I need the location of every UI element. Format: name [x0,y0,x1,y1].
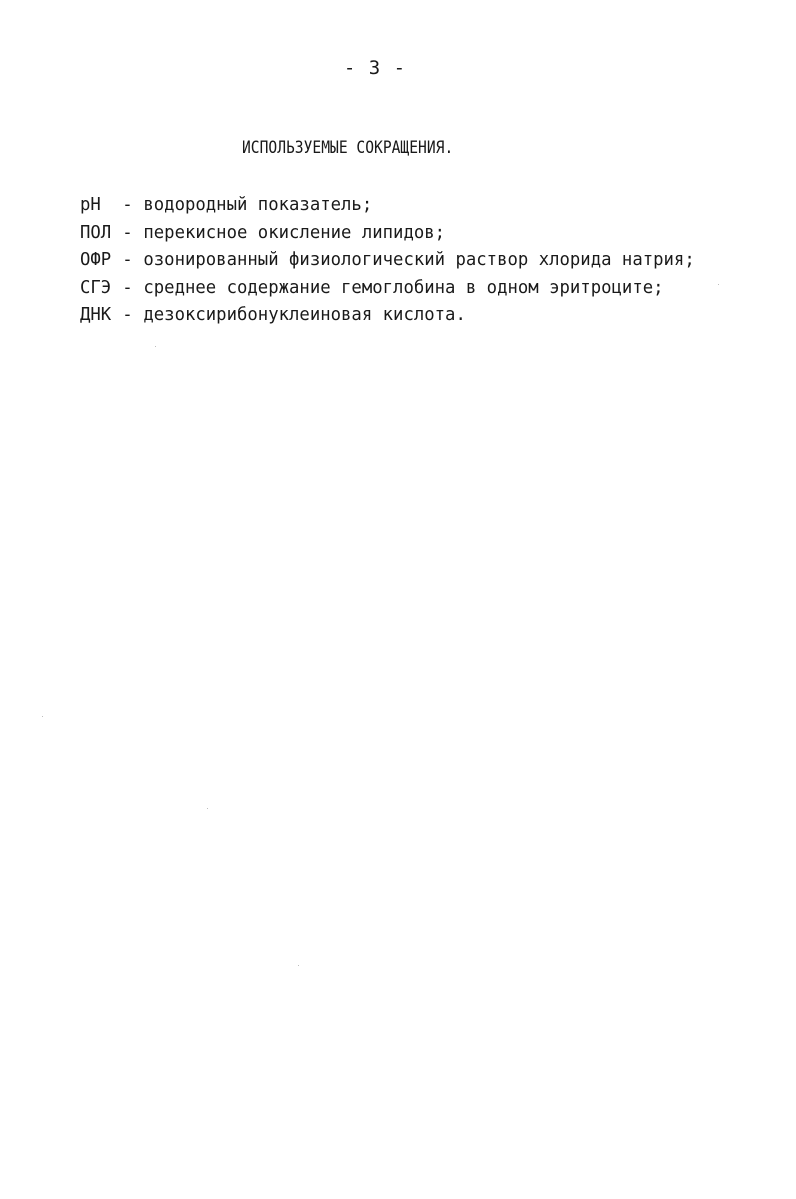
abbreviation-dash: - [122,194,133,215]
abbreviation-term: ДНК [80,304,112,325]
abbreviation-dash: - [122,304,133,325]
scan-speck [718,284,719,285]
abbreviation-dash: - [122,249,133,270]
abbreviation-term: СГЭ [80,276,112,298]
scan-speck [155,346,156,347]
abbreviation-term: pH [80,194,101,215]
abbreviation-definition: дезоксирибонуклеиновая кислота. [143,304,466,325]
scan-speck [298,965,299,966]
document-title: ИСПОЛЬЗУЕМЫЕ СОКРАЩЕНИЯ. [242,138,454,158]
abbreviation-row-pol [80,219,695,247]
abbreviation-term: ПОЛ [80,221,112,243]
scan-speck [42,716,43,717]
abbreviation-definition: озонированный физиологический раствор хлорида натрия; [143,249,695,270]
abbreviation-row-ofr [80,246,695,274]
abbreviation-row-dnk [80,301,695,329]
abbreviation-dash: - [122,221,133,243]
abbreviation-term: ОФР [80,249,112,270]
scan-speck [207,808,208,809]
abbreviation-list [80,191,720,329]
abbreviation-row-sge [80,274,695,302]
abbreviation-dash: - [122,276,133,298]
abbreviation-definition: среднее содержание гемоглобина в одном эритроците; [143,276,664,298]
page-number: - 3 - [343,57,407,79]
abbreviation-definition: перекисное окисление липидов; [143,221,446,243]
abbreviation-definition: водородный показатель; [143,194,373,215]
abbreviation-row-ph [80,191,695,219]
